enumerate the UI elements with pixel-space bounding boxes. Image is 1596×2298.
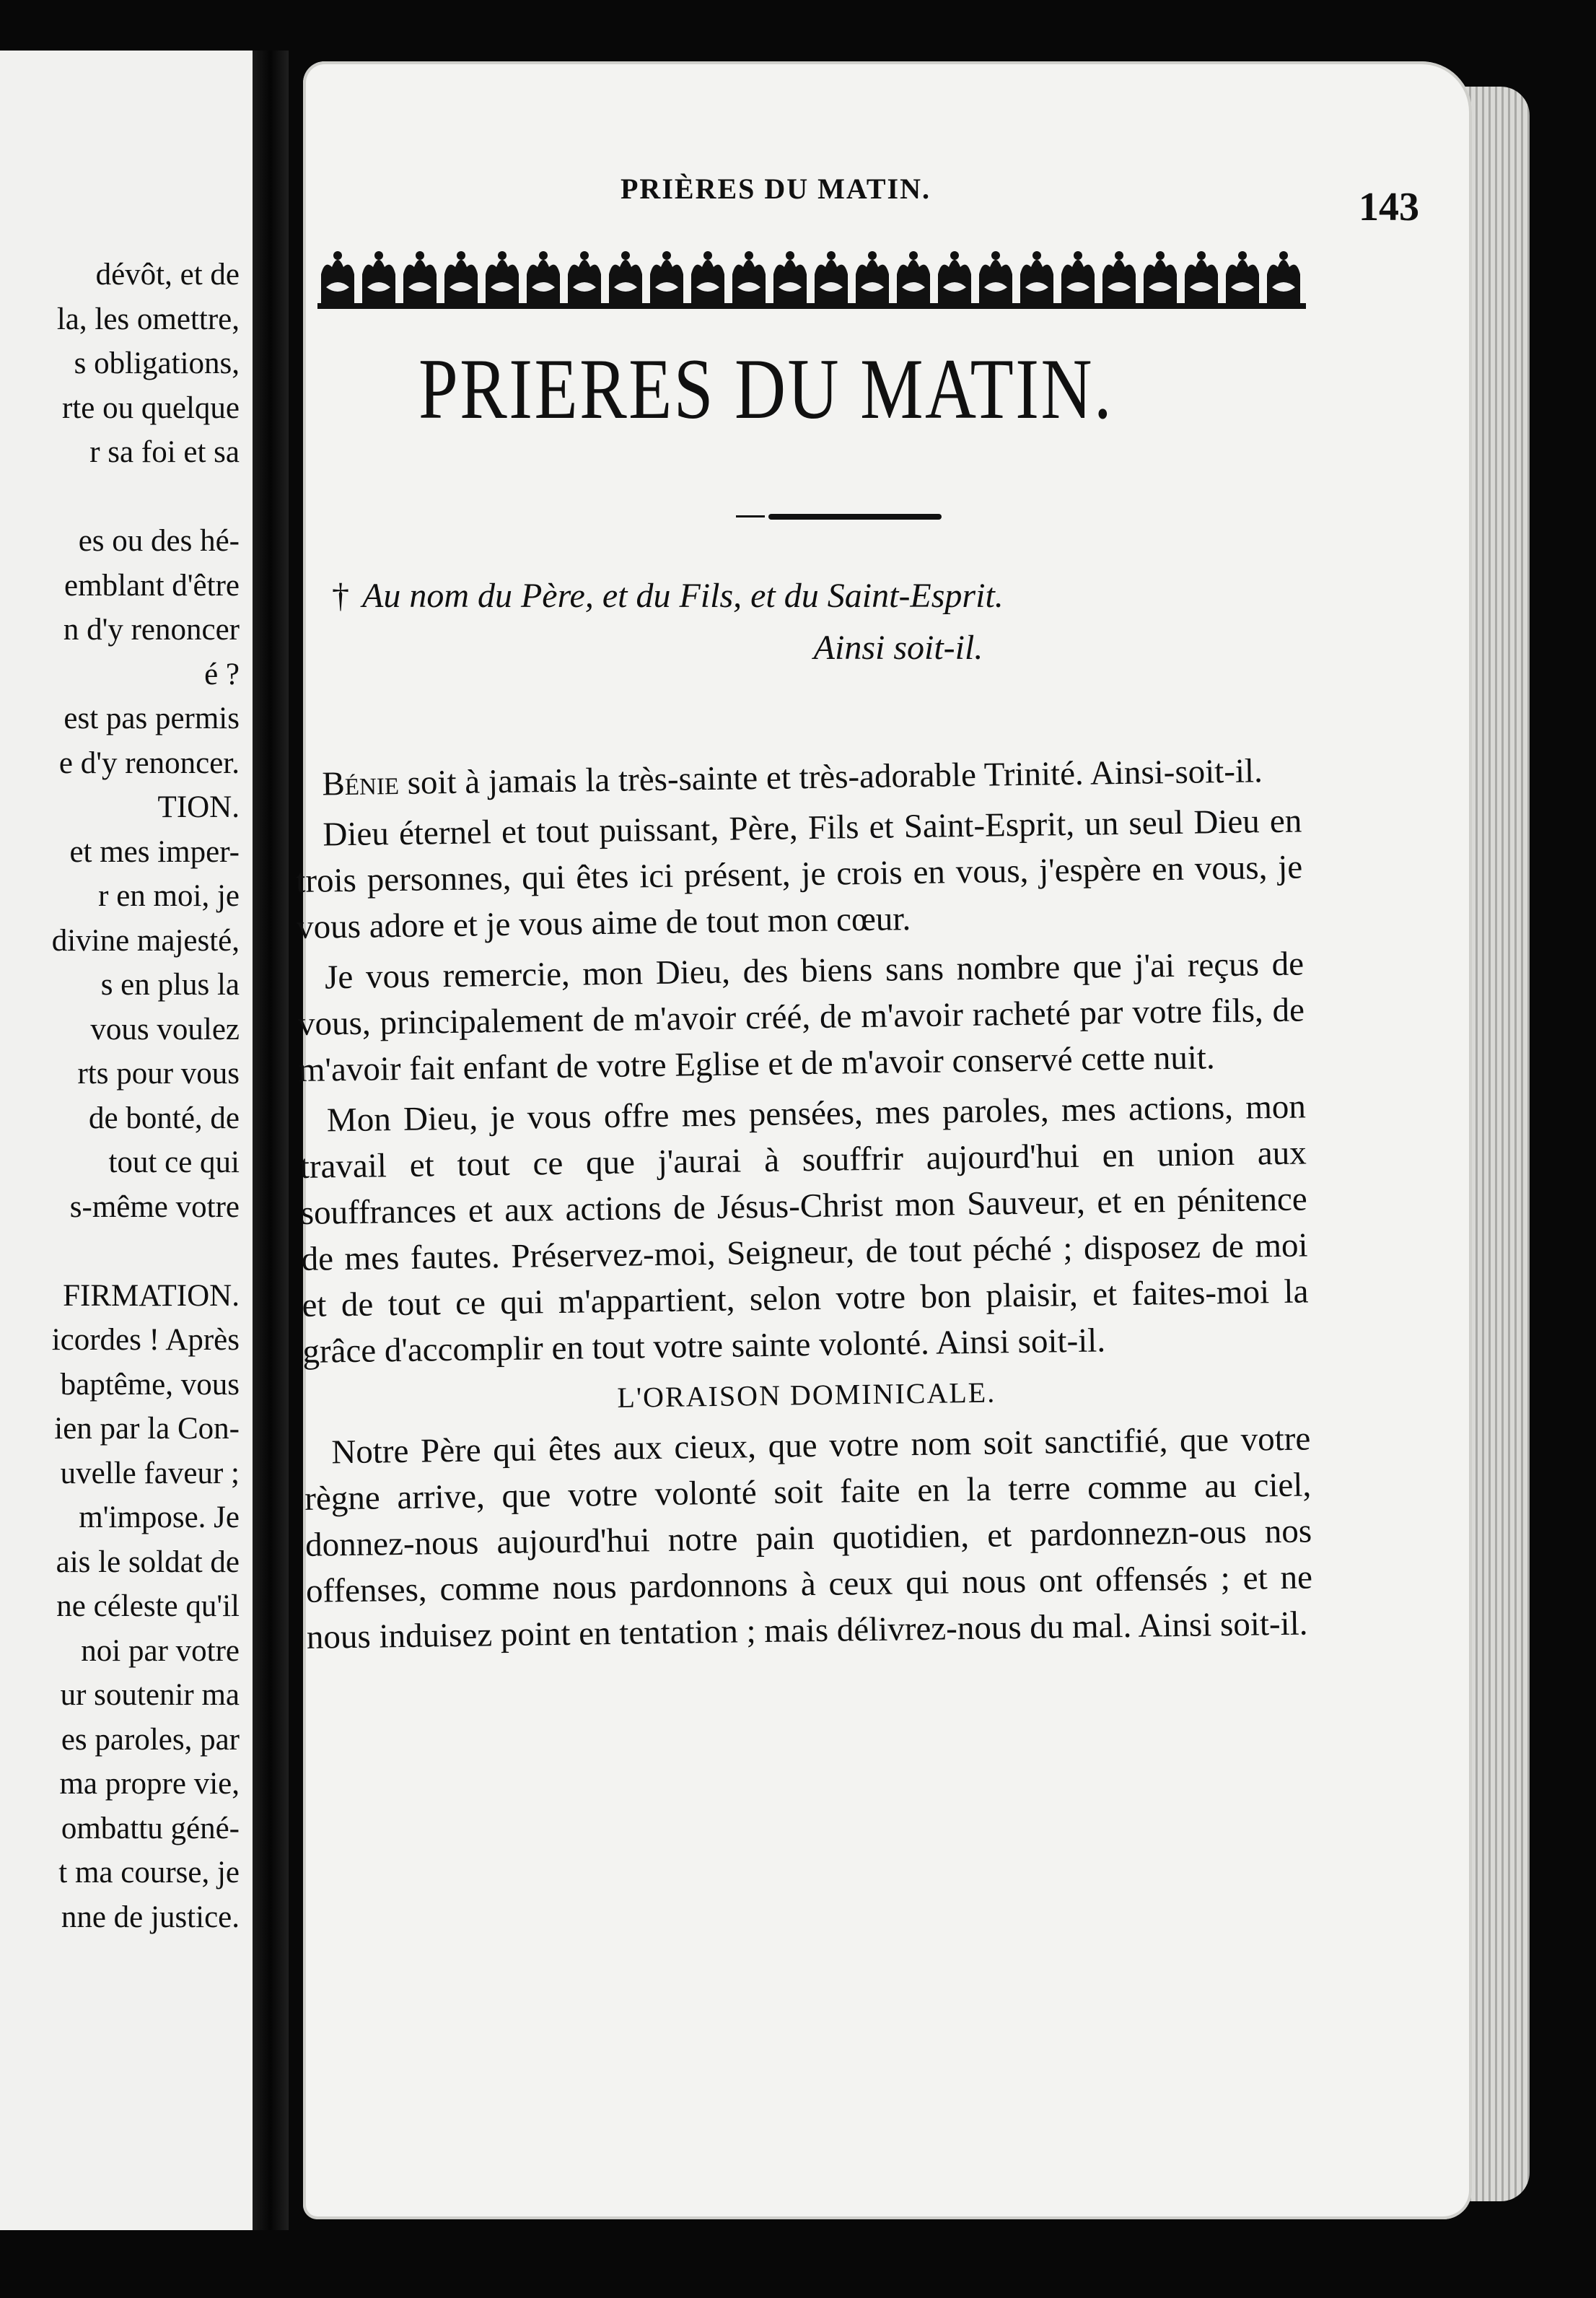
left-page-line: s obligations, (74, 346, 240, 380)
ornament-motif (321, 251, 354, 303)
left-page-text (0, 253, 240, 1939)
ornament-motif (403, 251, 437, 303)
ornament-motif (1226, 251, 1259, 303)
ornament-motif (1020, 251, 1053, 303)
page-edges (1465, 87, 1530, 2201)
ornament-motif (650, 251, 683, 303)
left-page-line: s-même votre (69, 1189, 240, 1224)
page-title: PRIERES DU MATIN. (418, 341, 1114, 437)
left-page-line: é ? (204, 657, 240, 691)
left-page-line: r sa foi et sa (89, 435, 240, 469)
paragraph-offrande: Mon Dieu, je vous offre mes pensées, mes paroles, mes actions, mon travail et tout ce que j'aurai à souffrir aujourd'hui en union aux souffrances et aux actions de Jésus-Christ mon Sauveur, et en pénitence de mes fautes. Préservez-moi, Seigneur, de tout péché ; disposez de moi et de tout ce qui m'appartient, selon votre bon plaisir, et faites-moi la grâce d'accomplir en tout votre sainte volonté. Ainsi soit-il. (299, 1088, 1309, 1371)
left-page-line: vous voulez (90, 1012, 240, 1047)
left-page-line: TION. (157, 790, 240, 824)
ornament-motif (732, 251, 766, 303)
ornament-motif (486, 251, 519, 303)
ornament-motif (444, 251, 478, 303)
title-rule (768, 514, 942, 520)
left-page-line: r en moi, je (98, 879, 240, 913)
ornament-motif (979, 251, 1012, 303)
left-page-line: ma propre vie, (59, 1767, 240, 1801)
left-page-line: et mes imper- (69, 834, 240, 869)
left-page-line: t ma course, je (58, 1856, 240, 1889)
paragraph-rest: soit à jamais la très-sainte et très-adorable Trinité. Ainsi-soit-il. (398, 752, 1263, 802)
left-page-line: emblant d'être (64, 568, 240, 603)
ornament-motif (1185, 251, 1218, 303)
left-page-line: la, les omettre, (56, 302, 240, 336)
ornament-motif (1144, 251, 1177, 303)
left-page-line: s en plus la (100, 968, 240, 1002)
invocation-line: Au nom du Père, et du Fils, et du Saint-Esprit. (362, 577, 1004, 615)
invocation (332, 570, 1299, 674)
left-page-line: n d'y renoncer (63, 613, 240, 647)
left-page-line: divine majesté, (51, 923, 240, 958)
page-number: 143 (1359, 185, 1419, 230)
left-page-line: icordes ! Après (51, 1323, 240, 1357)
left-page-line: est pas permis (63, 702, 240, 735)
ornament-motif (1267, 251, 1300, 303)
left-page-line (0, 475, 240, 520)
left-page-line: es ou des hé- (78, 524, 240, 558)
left-page-line: ien par la Con- (54, 1412, 240, 1446)
left-page-line: baptême, vous (60, 1367, 240, 1402)
ornament-motif (362, 251, 395, 303)
left-page-line: noi par votre (81, 1633, 240, 1668)
left-page-line (0, 1229, 240, 1274)
left-page-line: uvelle faveur ; (60, 1456, 240, 1490)
ornament-motif (938, 251, 971, 303)
left-page-line: dévôt, et de (95, 258, 240, 292)
left-page-line: e d'y renoncer. (58, 746, 240, 780)
ornament-motif (568, 251, 601, 303)
ornament-motif (1102, 251, 1136, 303)
paragraph-dieu-eternel: Dieu éternel et tout puissant, Père, Fils et Saint-Esprit, un seul Dieu en trois personnes, qui êtes ici présent, je crois en vous, j'espère en vous, je vous adore et je vous aime de tout mon cœur. (295, 802, 1303, 946)
left-facing-page (0, 51, 253, 2230)
ornament-motif (897, 251, 930, 303)
left-page-line: de bonté, de (89, 1101, 240, 1135)
ornament-motif (1061, 251, 1095, 303)
left-page-line: rts pour vous (77, 1057, 240, 1091)
paragraph-remerciement: Je vous remercie, mon Dieu, des biens sans nombre que j'ai reçus de vous, principalement de m'avoir créé, de m'avoir racheté par votre fils, de m'avoir fait enfant de votre Eglise et de m'avoir conservé cette nuit. (297, 945, 1305, 1089)
ornament-motif (527, 251, 560, 303)
left-page-line: rte ou quelque (62, 390, 240, 425)
left-page-line: ur soutenir ma (60, 1678, 240, 1712)
ornamental-border (317, 245, 1306, 310)
paragraph-lead: Bénie (322, 764, 400, 803)
ornament-motif (815, 251, 848, 303)
left-page-line: ombattu géné- (61, 1811, 240, 1845)
ornament-motif (691, 251, 724, 303)
ornament-motif (773, 251, 807, 303)
left-page-line: ne céleste qu'il (56, 1589, 240, 1623)
book-gutter (253, 51, 289, 2230)
left-page-line: m'impose. Je (79, 1500, 240, 1534)
cross-icon: † (332, 577, 349, 615)
running-head: PRIÈRES DU MATIN. (621, 172, 931, 205)
left-page-line: es paroles, par (61, 1722, 240, 1757)
section-heading: L'ORAISON DOMINICALE. (617, 1376, 996, 1414)
paragraph-notre-pere: Notre Père qui êtes aux cieux, que votre nom soit sanctifié, que votre règne arrive, que votre volonté soit faite en la terre comme au ciel, donnez-nous aujourd'hui notre pain quotidien, et pardonnezn-ous nos offenses, comme nous pardonnons à ceux qui nous ont offensés ; et ne nous induisez point en tentation ; mais délivrez-nous du mal. Ainsi soit-il. (304, 1420, 1313, 1656)
left-page-line: tout ce qui (108, 1145, 240, 1179)
ornament-motif (856, 251, 889, 303)
invocation-amen: Ainsi soit-il. (813, 629, 983, 667)
left-page-line: nne de justice. (61, 1900, 240, 1934)
left-page-line: ais le soldat de (56, 1545, 240, 1579)
prayer-text (294, 748, 1313, 1665)
ornament-motif (609, 251, 642, 303)
left-page-line: FIRMATION. (63, 1278, 240, 1313)
